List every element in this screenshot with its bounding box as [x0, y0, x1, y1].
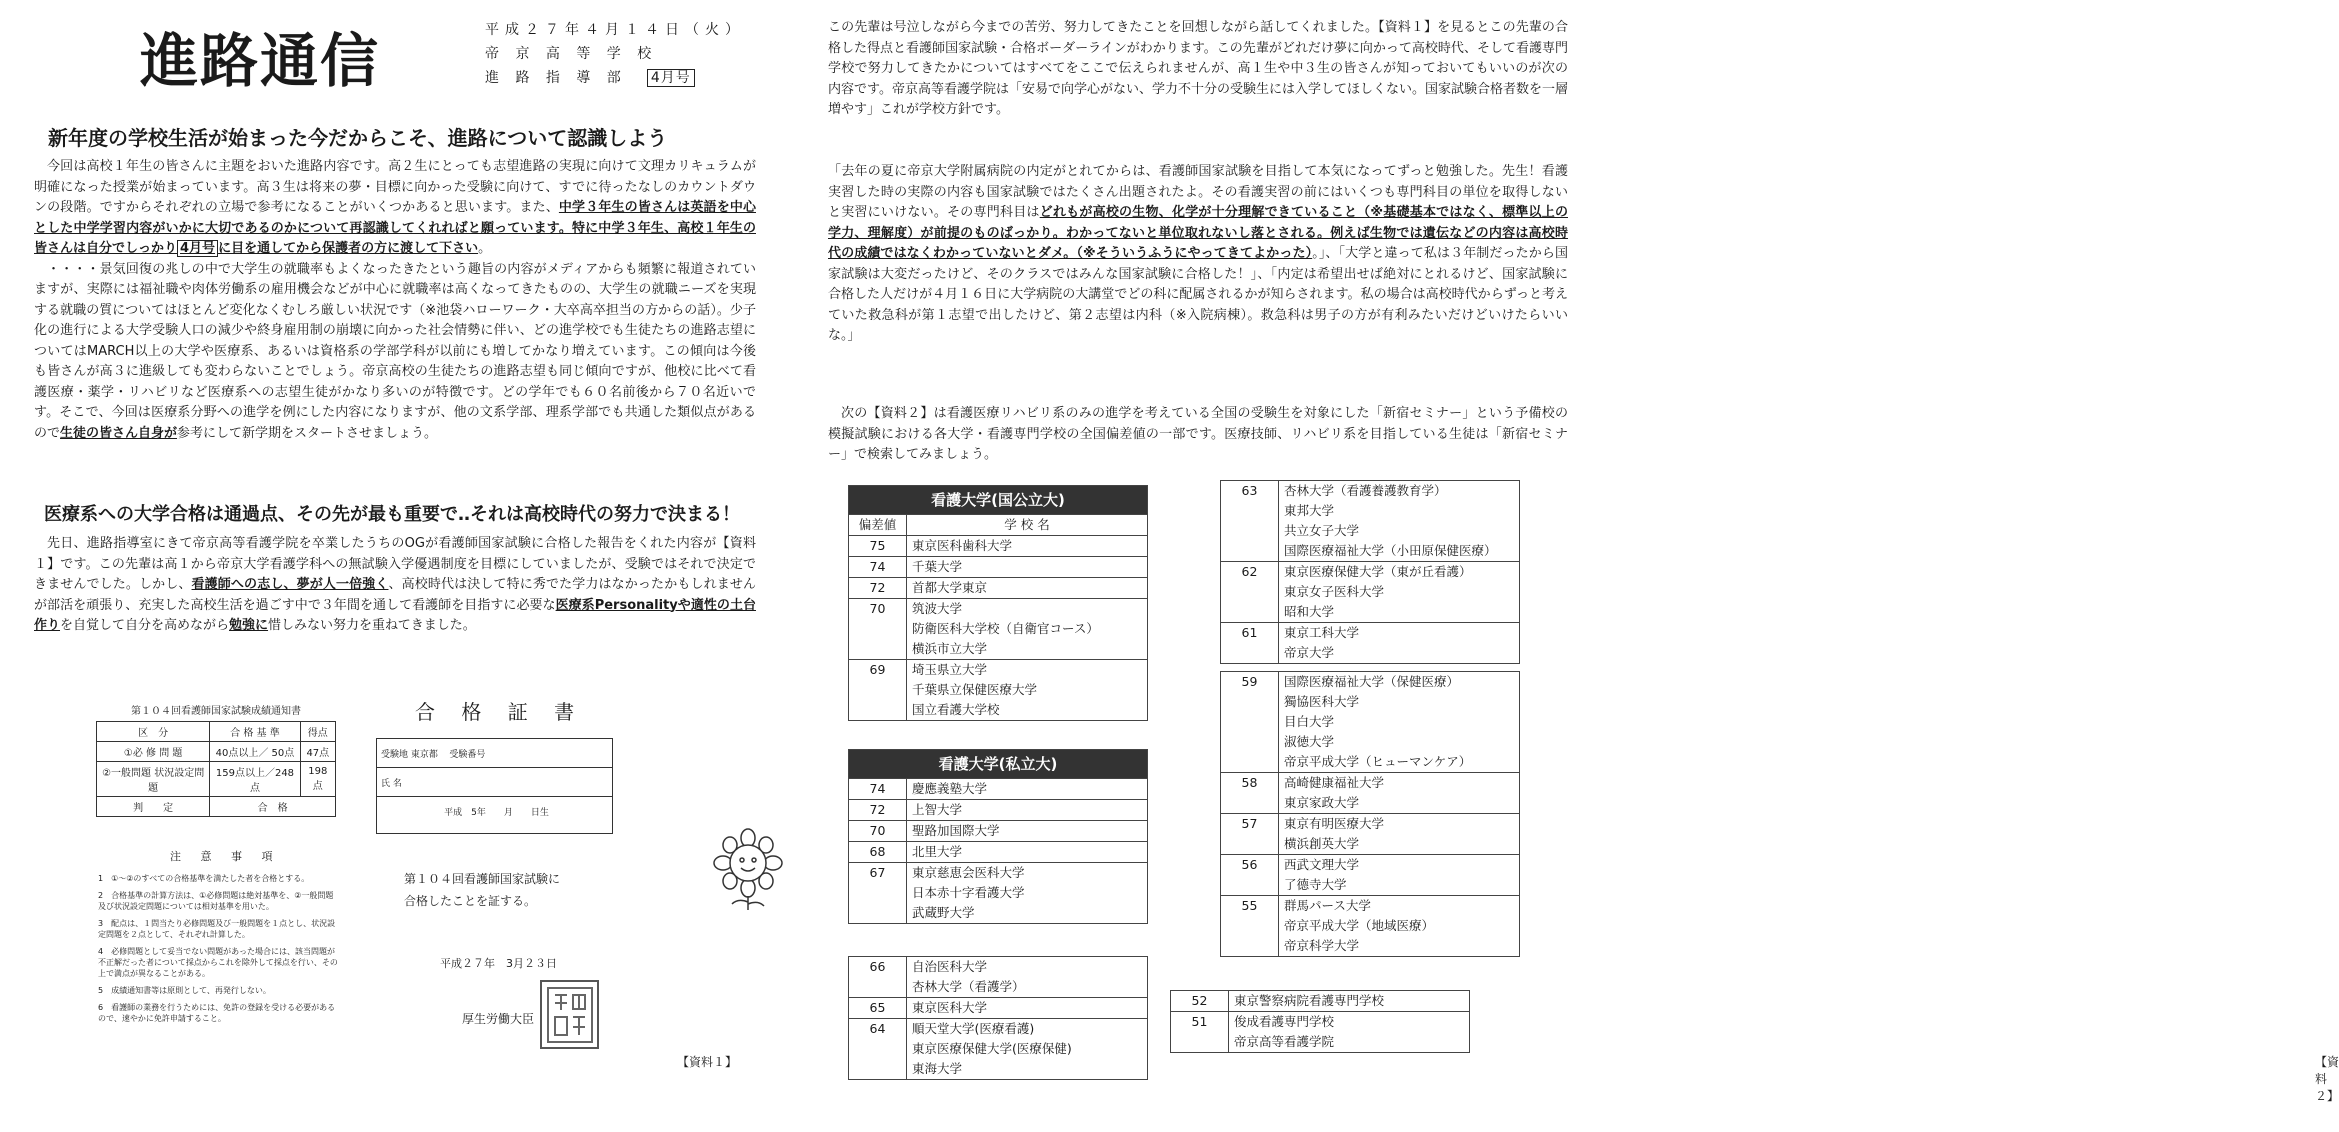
school-cell — [906, 821, 1147, 842]
school-cell — [906, 800, 1147, 821]
school-cell — [1278, 481, 1519, 562]
table-row — [1221, 773, 1520, 814]
table-row — [1221, 896, 1520, 957]
school-name: 杏林大学（看護学） — [911, 979, 1025, 994]
school-name: 上智大学 — [911, 802, 962, 817]
score-cell: 72 — [849, 578, 907, 599]
school-name: 千葉県立保健医療大学 — [911, 682, 1037, 697]
school-name: 防衛医科大学校（自衛官コース） — [911, 621, 1099, 636]
table-row — [849, 779, 1148, 800]
score-cell: 70 — [849, 821, 907, 842]
school-name: 昭和大学 — [1283, 604, 1334, 619]
certificate-box: 受験地 東京都 受験番号 氏 名 平成 5年 月 日生 — [376, 738, 613, 834]
score-cell: 74 — [849, 779, 907, 800]
score-cell: 64 — [849, 1019, 907, 1080]
table-row — [1221, 814, 1520, 855]
left-column — [0, 0, 790, 1132]
table-row — [1171, 1012, 1470, 1053]
school-name: 西武文理大学 — [1283, 857, 1359, 872]
school-name: 東京医療保健大学（東が丘看護） — [1283, 564, 1472, 579]
school-name: 東京医療保健大学(医療保健) — [911, 1041, 1072, 1056]
school-name: 東海大学 — [911, 1061, 962, 1076]
school-name: 高崎健康福祉大学 — [1283, 775, 1384, 790]
score-cell: 51 — [1171, 1012, 1229, 1053]
school-cell — [906, 1019, 1147, 1080]
certificate-minister: 厚生労働大臣 — [462, 1012, 535, 1026]
table-row — [849, 957, 1148, 998]
issue-date: 平成２７年４月１４日（火） — [485, 22, 745, 38]
masthead-title: 進路通信 — [140, 27, 381, 95]
school-cell — [1228, 991, 1469, 1012]
score-cell: 57 — [1221, 814, 1279, 855]
private-universities-table-2 — [848, 956, 1148, 1080]
score-table: 区 分 合 格 基 準 得点 ①必 修 問 題 40点以上／ 50点 47点 ②一般問題 状況設定問題 159点以上／248点 198点 判 定 合 格 — [96, 721, 336, 817]
school-cell — [906, 998, 1147, 1019]
headline-2: 医療系への大学合格は通過点、その先が最も重要で‥それは高校時代の努力で決まる！ — [44, 504, 741, 525]
score-table-col2b — [1220, 671, 1520, 957]
school-name: 帝 京 高 等 学 校 — [485, 46, 658, 62]
school-name: 千葉大学 — [911, 559, 962, 574]
school-name: 自治医科大学 — [911, 959, 987, 974]
issue-month: 4月号 — [647, 69, 695, 87]
score-cell: 75 — [849, 536, 907, 557]
score-cell: 65 — [849, 998, 907, 1019]
school-name: 杏林大学（看護養護教育学） — [1283, 483, 1447, 498]
table-row — [1221, 562, 1520, 623]
school-cell — [1228, 1012, 1469, 1053]
notes-title: 注 意 事 項 — [170, 850, 281, 863]
school-name: 帝京平成大学（地域医療） — [1283, 918, 1434, 933]
school-cell — [906, 557, 1147, 578]
school-cell — [906, 863, 1147, 924]
school-cell — [906, 578, 1147, 599]
score-cell: 52 — [1171, 991, 1229, 1012]
score-cell: 72 — [849, 800, 907, 821]
school-name: 聖路加国際大学 — [911, 823, 1000, 838]
school-name: 東京医科大学 — [911, 1000, 987, 1015]
headline-1: 新年度の学校生活が始まった今だからこそ、進路について認識しよう — [48, 126, 668, 150]
school-name: 俊成看護専門学校 — [1233, 1014, 1334, 1029]
school-name: 東京有明医療大学 — [1283, 816, 1384, 831]
school-name: 首都大学東京 — [911, 580, 987, 595]
score-cell: 68 — [849, 842, 907, 863]
school-name: 共立女子大学 — [1283, 523, 1359, 538]
table-row — [849, 998, 1148, 1019]
school-name: 筑波大学 — [911, 601, 962, 616]
school-name: 日本赤十字看護大学 — [911, 885, 1025, 900]
school-name: 帝京科学大学 — [1283, 938, 1359, 953]
right-column — [800, 0, 2339, 1132]
score-cell: 70 — [849, 599, 907, 660]
school-cell — [906, 599, 1147, 660]
school-name: 慶應義塾大学 — [911, 781, 987, 796]
certificate-date: 平成２７年 3月２３日 — [440, 957, 557, 970]
school-cell — [1278, 814, 1519, 855]
school-name: 国際医療福祉大学（小田原保健医療） — [1283, 543, 1497, 558]
school-name: 横浜創英大学 — [1283, 836, 1359, 851]
school-cell — [1278, 623, 1519, 664]
school-name: 帝京平成大学（ヒューマンケア） — [1283, 754, 1472, 769]
table-row — [849, 599, 1148, 660]
score-cell: 69 — [849, 660, 907, 721]
school-cell — [1278, 672, 1519, 773]
school-name: 東邦大学 — [1283, 503, 1334, 518]
school-name: 東京医科歯科大学 — [911, 538, 1012, 553]
score-cell: 59 — [1221, 672, 1279, 773]
school-cell — [906, 779, 1147, 800]
table-row — [1221, 855, 1520, 896]
score-table-col2c — [1170, 990, 1470, 1053]
table-row — [849, 557, 1148, 578]
school-name: 目白大学 — [1283, 714, 1334, 729]
score-cell: 67 — [849, 863, 907, 924]
score-cell: 55 — [1221, 896, 1279, 957]
table-row — [849, 1019, 1148, 1080]
paragraph-intro: 今回は高校１年生の皆さんに主題をおいた進路内容です。高２生にとっても志望進路の実現に向けて文理カリキュラムが明確になった授業が始まっています。高３生は将来の夢・目標に向かった受験に向けて、すでに待ったなしのカウントダウンの段階。ですからそれぞれの立場で参考になることがいくつかあると思います。また、中学３年生の皆さんは英語を中心とした中学学習内容がいかに大切であるのかについて再認識してくれればと願っています。特に中学３年生、高校１年生の皆さんは自分でしっかり 4月号 に目を通してから保護者の方に渡して下さい。 ・・・・景気回復の兆しの中で大学生の就職率もよくなったきたという趣旨の内容がメディアからも頻繁に報道されていますが、実際には福祉職や肉体労働系の雇用機会などが中心に就職率は高くなってきたものの、大学生の就職ニーズを実現する就職の質についてはほとんど変化なくむしろ厳しい状況です（※池袋ハローワーク・大卒高卒担当の方からの話）。少子化の進行による大学受験人口の減少や終身雇用制の崩壊に向かった社会情勢に伴い、どの進学校でも生徒たちの進路志望についてはMARCH以上の大学や医療系、あるいは資格系の学部学科が以前にも増してかなり増えています。この傾向は今後も皆さんが高３に進級しても変わらないことでしょう。帝京高校の生徒たちの進路志望も同じ傾向ですが、他校に比べて看護医療・薬学・リハビリなど医療系への志望生徒がかなり多いのが特徴です。どの学年でも６０名前後から７０名近いです。そこで、今回は医療系分野への進学を例にした内容になりますが、他の文系学部、理系学部でも共通した類似点があるので生徒の皆さん自身が参考にして新学期をスタートさせましょう。 — [34, 159, 756, 441]
school-cell — [906, 536, 1147, 557]
school-name: 東京工科大学 — [1283, 625, 1359, 640]
school-name: 埼玉県立大学 — [911, 662, 987, 677]
school-name: 帝京高等看護学院 — [1233, 1034, 1334, 1049]
school-name: 武蔵野大学 — [911, 905, 975, 920]
certificate-title: 合 格 証 書 — [415, 700, 585, 724]
table-row — [1221, 481, 1520, 562]
certificate-text: 第１０４回看護師国家試験に 合格したことを証する。 — [404, 872, 561, 908]
notes-list: 1 ①～②のすべての合格基準を満たした者を合格とする。 2 合格基準の計算方法は、①必修問題は絶対基準を、②一般問題及び状況設定問題については相対基準を用いた。 3 配点は、１問当たり必修問題及び一般問題を１点とし、状況設定問題を２点として、それぞれ計算した。 4 必修問題として妥当でない問題があった場合には、該当問題が不正解だった者について採点からこれを除外して採点を行い、その上で満点が異なることがある。 5 成績通知書等は原則として、再発行しない。 6 看護師の業務を行うためには、免許の登録を受ける必要があるので、速やかに免許申請すること。 — [98, 874, 338, 1023]
table-row — [849, 821, 1148, 842]
table-row — [849, 863, 1148, 924]
score-cell: 58 — [1221, 773, 1279, 814]
school-name: 国際医療福祉大学（保健医療） — [1283, 674, 1459, 689]
score-table-col2a — [1220, 480, 1520, 664]
school-name: 横浜市立大学 — [911, 641, 987, 656]
school-name: 東京家政大学 — [1283, 795, 1359, 810]
school-cell — [906, 957, 1147, 998]
score-cell: 56 — [1221, 855, 1279, 896]
school-name: 淑徳大学 — [1283, 734, 1334, 749]
score-cell: 63 — [1221, 481, 1279, 562]
school-cell — [1278, 562, 1519, 623]
public-universities-table: 看護大学(国公立大) 偏差値 学 校 名 75 東京医科歯科大学 74 千葉大学 72 首都大学東京 70 筑波大学 防衛医科大学校（自衛官コース） 横浜市立大学 69 埼玉県立大学 千葉県立保健医療大学 国立看護大学校 — [848, 485, 1148, 721]
paragraph-og: 先日、進路指導室にきて帝京高等看護学院を卒業したうちのOGが看護師国家試験に合格した報告をくれた内容が【資料１】です。この先輩は高１から帝京大学看護学科への無試験入学優遇制度を目標にしていましたが、受験ではそれで決定できませんでした。しかし、看護師への志し、夢が人一倍強く、高校時代は決して特に秀でた学力はなかったかもしれませんが部活を頑張り、充実した高校生活を過ごす中で３年間を通して看護師を目指すに必要な医療系Personalityや適性の土台作りを自覚して自分を高めながら勉強に惜しみない努力を重ねてきました。 — [34, 536, 756, 633]
score-cell: 74 — [849, 557, 907, 578]
table-row — [849, 536, 1148, 557]
school-cell — [906, 842, 1147, 863]
school-cell — [1278, 855, 1519, 896]
school-name: 順天堂大学(医療看護) — [911, 1021, 1035, 1036]
school-name: 獨協医科大学 — [1283, 694, 1359, 709]
score-notification: 第１０４回看護師国家試験成績通知書 区 分 合 格 基 準 得点 ①必 修 問 題 40点以上／ 50点 47点 ②一般問題 状況設定問題 159点以上／248点 198点 判 定 合 格 — [96, 702, 336, 817]
school-name: 東京警察病院看護専門学校 — [1233, 993, 1384, 1008]
paragraph-senior: この先輩は号泣しながら今までの苦労、努力してきたことを回想しながら話してくれました。【資料１】を見るとこの先輩の合格した得点と看護師国家試験・合格ボーダーラインがわかります。この先輩がどれだけ夢に向かって高校時代、そして看護専門学校で努力してきたかについてはすべてをここで伝えられませんが、高１生や中３生の皆さんが知っておいてもいいのが次の内容です。帝京高等看護学院は「安易で向学心がない、学力不十分の受験生には入学してほしくない。国家試験合格者数を一層増やす」これが学校方針です。 — [828, 20, 1568, 117]
school-name: 群馬パース大学 — [1283, 898, 1371, 913]
paragraph-quote: 「去年の夏に帝京大学附属病院の内定がとれてからは、看護師国家試験を目指して本気になってずっと勉強した。先生！看護実習した時の実際の内容も国家試験ではたくさん出題されたよ。その看護実習の前にはいくつも専門科目の単位を取得しないと実習にいけない。その専門科目はどれもが高校の生物、化学が十分理解できていること（※基礎基本ではなく、標準以上の学力、理解度）が前提のものばっかり。わかってないと単位取れないし落とされる。例えば生物では遺伝などの内容は高校時代の成績ではなくわかっていないとダメ。（※そういうふうにやってきてよかった）。」、「大学と違って私は３年制だったから国家試験は大変だったけど、そのクラスではみんな国家試験に合格した！」、「内定は希望出せば絶対にとれるけど、国家試験に合格した人だけが４月１６日に大学病院の大講堂でどの科に配属されるかが知らされます。私の場合は高校時代からずっと考えていた救急科が第１志望で出したけど、第２志望は内科（※入院病棟）。救急科は男子の方が有利みたいだけどいけたらいいな。」 — [828, 164, 1568, 343]
table-row — [849, 800, 1148, 821]
department: 進 路 指 導 部 4月号 — [485, 66, 745, 90]
official-seal — [540, 980, 599, 1049]
private-universities-table: 看護大学(私立大) 74 慶應義塾大学 72 上智大学 70 聖路加国際大学 68 北里大学 67 東京慈恵会医科大学 日本赤十字看護大学 武蔵野大学 — [848, 749, 1148, 924]
table-row — [1221, 672, 1520, 773]
masthead-meta — [485, 18, 745, 90]
table-row — [849, 660, 1148, 721]
school-name: 東京女子医科大学 — [1283, 584, 1384, 599]
table-row — [849, 842, 1148, 863]
score-cell: 62 — [1221, 562, 1279, 623]
school-name: 帝京大学 — [1283, 645, 1334, 660]
school-cell — [906, 660, 1147, 721]
table-row — [849, 578, 1148, 599]
score-cell: 66 — [849, 957, 907, 998]
paragraph-exhibit2: 次の【資料２】は看護医療リハビリ系のみの進学を考えている全国の受験生を対象にした「新宿セミナー」という予備校の模擬試験における各大学・看護専門学校の全国偏差値の一部です。医療技師、リハビリ系を目指している生徒は「新宿セミナー」で検索してみましょう。 — [828, 406, 1568, 462]
school-cell — [1278, 896, 1519, 957]
school-name: 国立看護大学校 — [911, 702, 1000, 717]
reference-label-1: 【資料１】 — [677, 1055, 738, 1069]
table-row — [1221, 623, 1520, 664]
table-row — [1171, 991, 1470, 1012]
sunflower-icon — [708, 830, 788, 914]
score-cell: 61 — [1221, 623, 1279, 664]
school-name: 東京慈恵会医科大学 — [911, 865, 1025, 880]
school-cell — [1278, 773, 1519, 814]
reference-label-2: 【資料２】 — [2315, 1055, 2339, 1103]
school-name: 了德寺大学 — [1283, 877, 1347, 892]
school-name: 北里大学 — [911, 844, 962, 859]
